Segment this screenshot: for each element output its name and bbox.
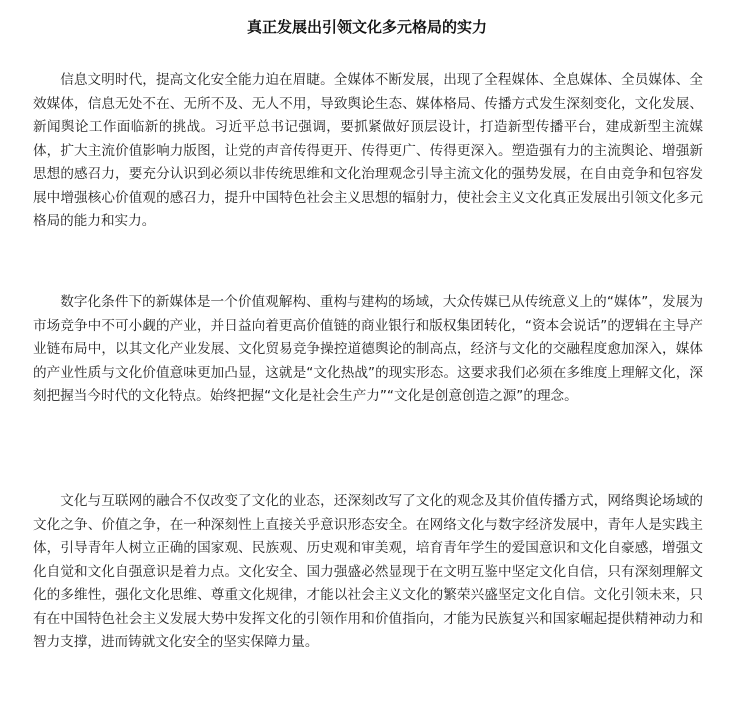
article-title: 真正发展出引领文化多元格局的实力 — [246, 18, 487, 36]
article-paragraph-3: 文化与互联网的融合不仅改变了文化的业态，还深刻改写了文化的观念及其价值传播方式，网络舆论场域的文化之争、价值之争，在一种深刻性上直接关乎意识形态安全。在网络文化与数字经济发展中，青年人是实践主体，引导青年人树立正确的国家观、民族观、历史观和审美观，培育青年学生的爱国意识和文化自豪感，增强文化自觉和文化自强意识是着力点。文化安全、国力强盛必然显现于在文明互鉴中坚定文化自信，只有深刻理解文化的多维性，强化文化思维、尊重文化规律，才能以社会主义文化的繁荣兴盛坚定文化自信。文化引领未来，只有在中国特色社会主义发展大势中发挥文化的引领作用和价值指向，才能为民族复兴和国家崛起提供精神动力和智力支撑，进而铸就文化安全的坚实保障力量。 — [33, 493, 703, 650]
article-paragraph-1: 信息文明时代，提高文化安全能力迫在眉睫。全媒体不断发展，出现了全程媒体、全息媒体、全员媒体、全效媒体，信息无处不在、无所不及、无人不用，导致舆论生态、媒体格局、传播方式发生深刻变化，文化发展、新闻舆论工作面临新的挑战。习近平总书记强调，要抓紧做好顶层设计，打造新型传播平台，建成新型主流媒体，扩大主流价值影响力版图，让党的声音传得更开、传得更广、传得更深入。塑造强有力的主流舆论、增强新思想的感召力，要充分认识到必须以非传统思维和文化治理观念引导主流文化的强势发展，在自由竞争和包容发展中增强核心价值观的感召力，提升中国特色社会主义思想的辐射力，使社会主义文化真正发展出引领文化多元格局的能力和实力。 — [33, 72, 703, 229]
article-paragraph-2: 数字化条件下的新媒体是一个价值观解构、重构与建构的场域，大众传媒已从传统意义上的“媒体”，发展为市场竞争中不可小觑的产业，并日益向着更高价值链的商业银行和版权集团转化，“资本会说话”的逻辑在主导产业链布局中，以其文化产业发展、文化贸易竞争操控道德舆论的制高点，经济与文化的交融程度愈加深入，媒体的产业性质与文化价值意味更加凸显，这就是“文化热战”的现实形态。这要求我们必须在多维度上理解文化，深刻把握当今时代的文化特点。始终把握“文化是社会生产力”“文化是创意创造之源”的理念。 — [33, 294, 703, 404]
